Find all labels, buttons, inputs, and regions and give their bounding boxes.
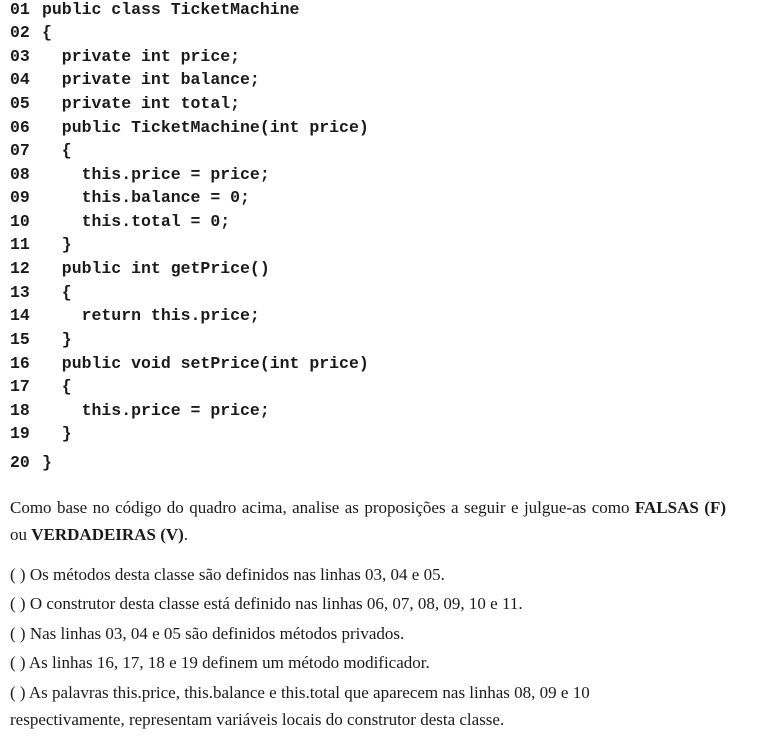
code-text: public int getPrice()	[42, 259, 270, 278]
line-number: 08	[10, 165, 30, 184]
code-text: this.price = price;	[42, 401, 270, 420]
code-text: {	[42, 377, 72, 396]
line-number: 20	[10, 453, 30, 472]
code-text: public TicketMachine(int price)	[42, 118, 369, 137]
code-text: }	[42, 453, 52, 472]
code-line	[10, 424, 72, 444]
code-line	[10, 283, 72, 303]
falsas-label: FALSAS	[634, 498, 699, 517]
code-line	[10, 47, 240, 67]
proposition-1: ( ) Os métodos desta classe são definidos nas linhas 03, 04 e 05.	[10, 565, 445, 584]
proposition-3: ( ) Nas linhas 03, 04 e 05 são definidos métodos privados.	[10, 624, 405, 643]
line-number: 02	[10, 23, 30, 42]
line-number: 14	[10, 306, 30, 325]
code-line	[10, 23, 52, 43]
question-intro	[10, 494, 726, 548]
code-text: {	[42, 141, 72, 160]
code-text: }	[42, 235, 72, 254]
intro-text: Como base no código do quadro acima, analise as proposições a seguir e julgue-as como	[10, 498, 635, 517]
line-number: 16	[10, 354, 30, 373]
code-line	[10, 70, 260, 90]
line-number: 18	[10, 401, 30, 420]
code-text: }	[42, 330, 72, 349]
line-number: 10	[10, 212, 30, 231]
code-line	[10, 453, 52, 473]
proposition-5-continuation: respectivamente, representam variáveis locais do construtor desta classe.	[10, 710, 505, 729]
line-number: 09	[10, 188, 30, 207]
line-number: 17	[10, 377, 30, 396]
code-text: {	[42, 23, 52, 42]
code-text: return this.price;	[42, 306, 260, 325]
code-line	[10, 306, 260, 326]
proposition-4: ( ) As linhas 16, 17, 18 e 19 definem um método modificador.	[10, 653, 430, 672]
code-line	[10, 141, 72, 161]
code-line	[10, 94, 240, 114]
code-text: this.balance = 0;	[42, 188, 250, 207]
line-number: 01	[10, 0, 30, 19]
line-number: 07	[10, 141, 30, 160]
code-text: public class TicketMachine	[42, 0, 300, 19]
line-number: 13	[10, 283, 30, 302]
intro-end: .	[183, 525, 189, 544]
code-line	[10, 212, 230, 232]
line-number: 12	[10, 259, 30, 278]
line-number: 06	[10, 118, 30, 137]
code-text: {	[42, 283, 72, 302]
code-line	[10, 401, 270, 421]
line-number: 15	[10, 330, 30, 349]
code-text: }	[42, 424, 72, 443]
line-number: 04	[10, 70, 30, 89]
proposition-2: ( ) O construtor desta classe está definido nas linhas 06, 07, 08, 09, 10 e 11.	[10, 594, 523, 613]
line-number: 19	[10, 424, 30, 443]
line-number: 11	[10, 235, 30, 254]
code-line	[10, 118, 369, 138]
code-text: this.total = 0;	[42, 212, 231, 231]
code-line	[10, 188, 250, 208]
verdadeiras-abbr: (V)	[160, 525, 184, 544]
code-line	[10, 0, 299, 20]
code-line	[10, 377, 72, 397]
code-line	[10, 165, 270, 185]
intro-or: ou	[10, 525, 32, 544]
code-line	[10, 354, 369, 374]
code-text: private int price;	[42, 47, 241, 66]
code-text: private int total;	[42, 94, 241, 113]
code-line	[10, 235, 72, 255]
code-line	[10, 259, 270, 279]
proposition-5: ( ) As palavras this.price, this.balance e this.total que aparecem nas linhas 08, 09 e 10	[10, 683, 590, 702]
code-text: public void setPrice(int price)	[42, 354, 369, 373]
line-number: 05	[10, 94, 30, 113]
code-text: private int balance;	[42, 70, 260, 89]
verdadeiras-label: VERDADEIRAS	[31, 525, 156, 544]
falsas-abbr: (F)	[704, 498, 726, 517]
code-text: this.price = price;	[42, 165, 270, 184]
code-line	[10, 330, 72, 350]
line-number: 03	[10, 47, 30, 66]
